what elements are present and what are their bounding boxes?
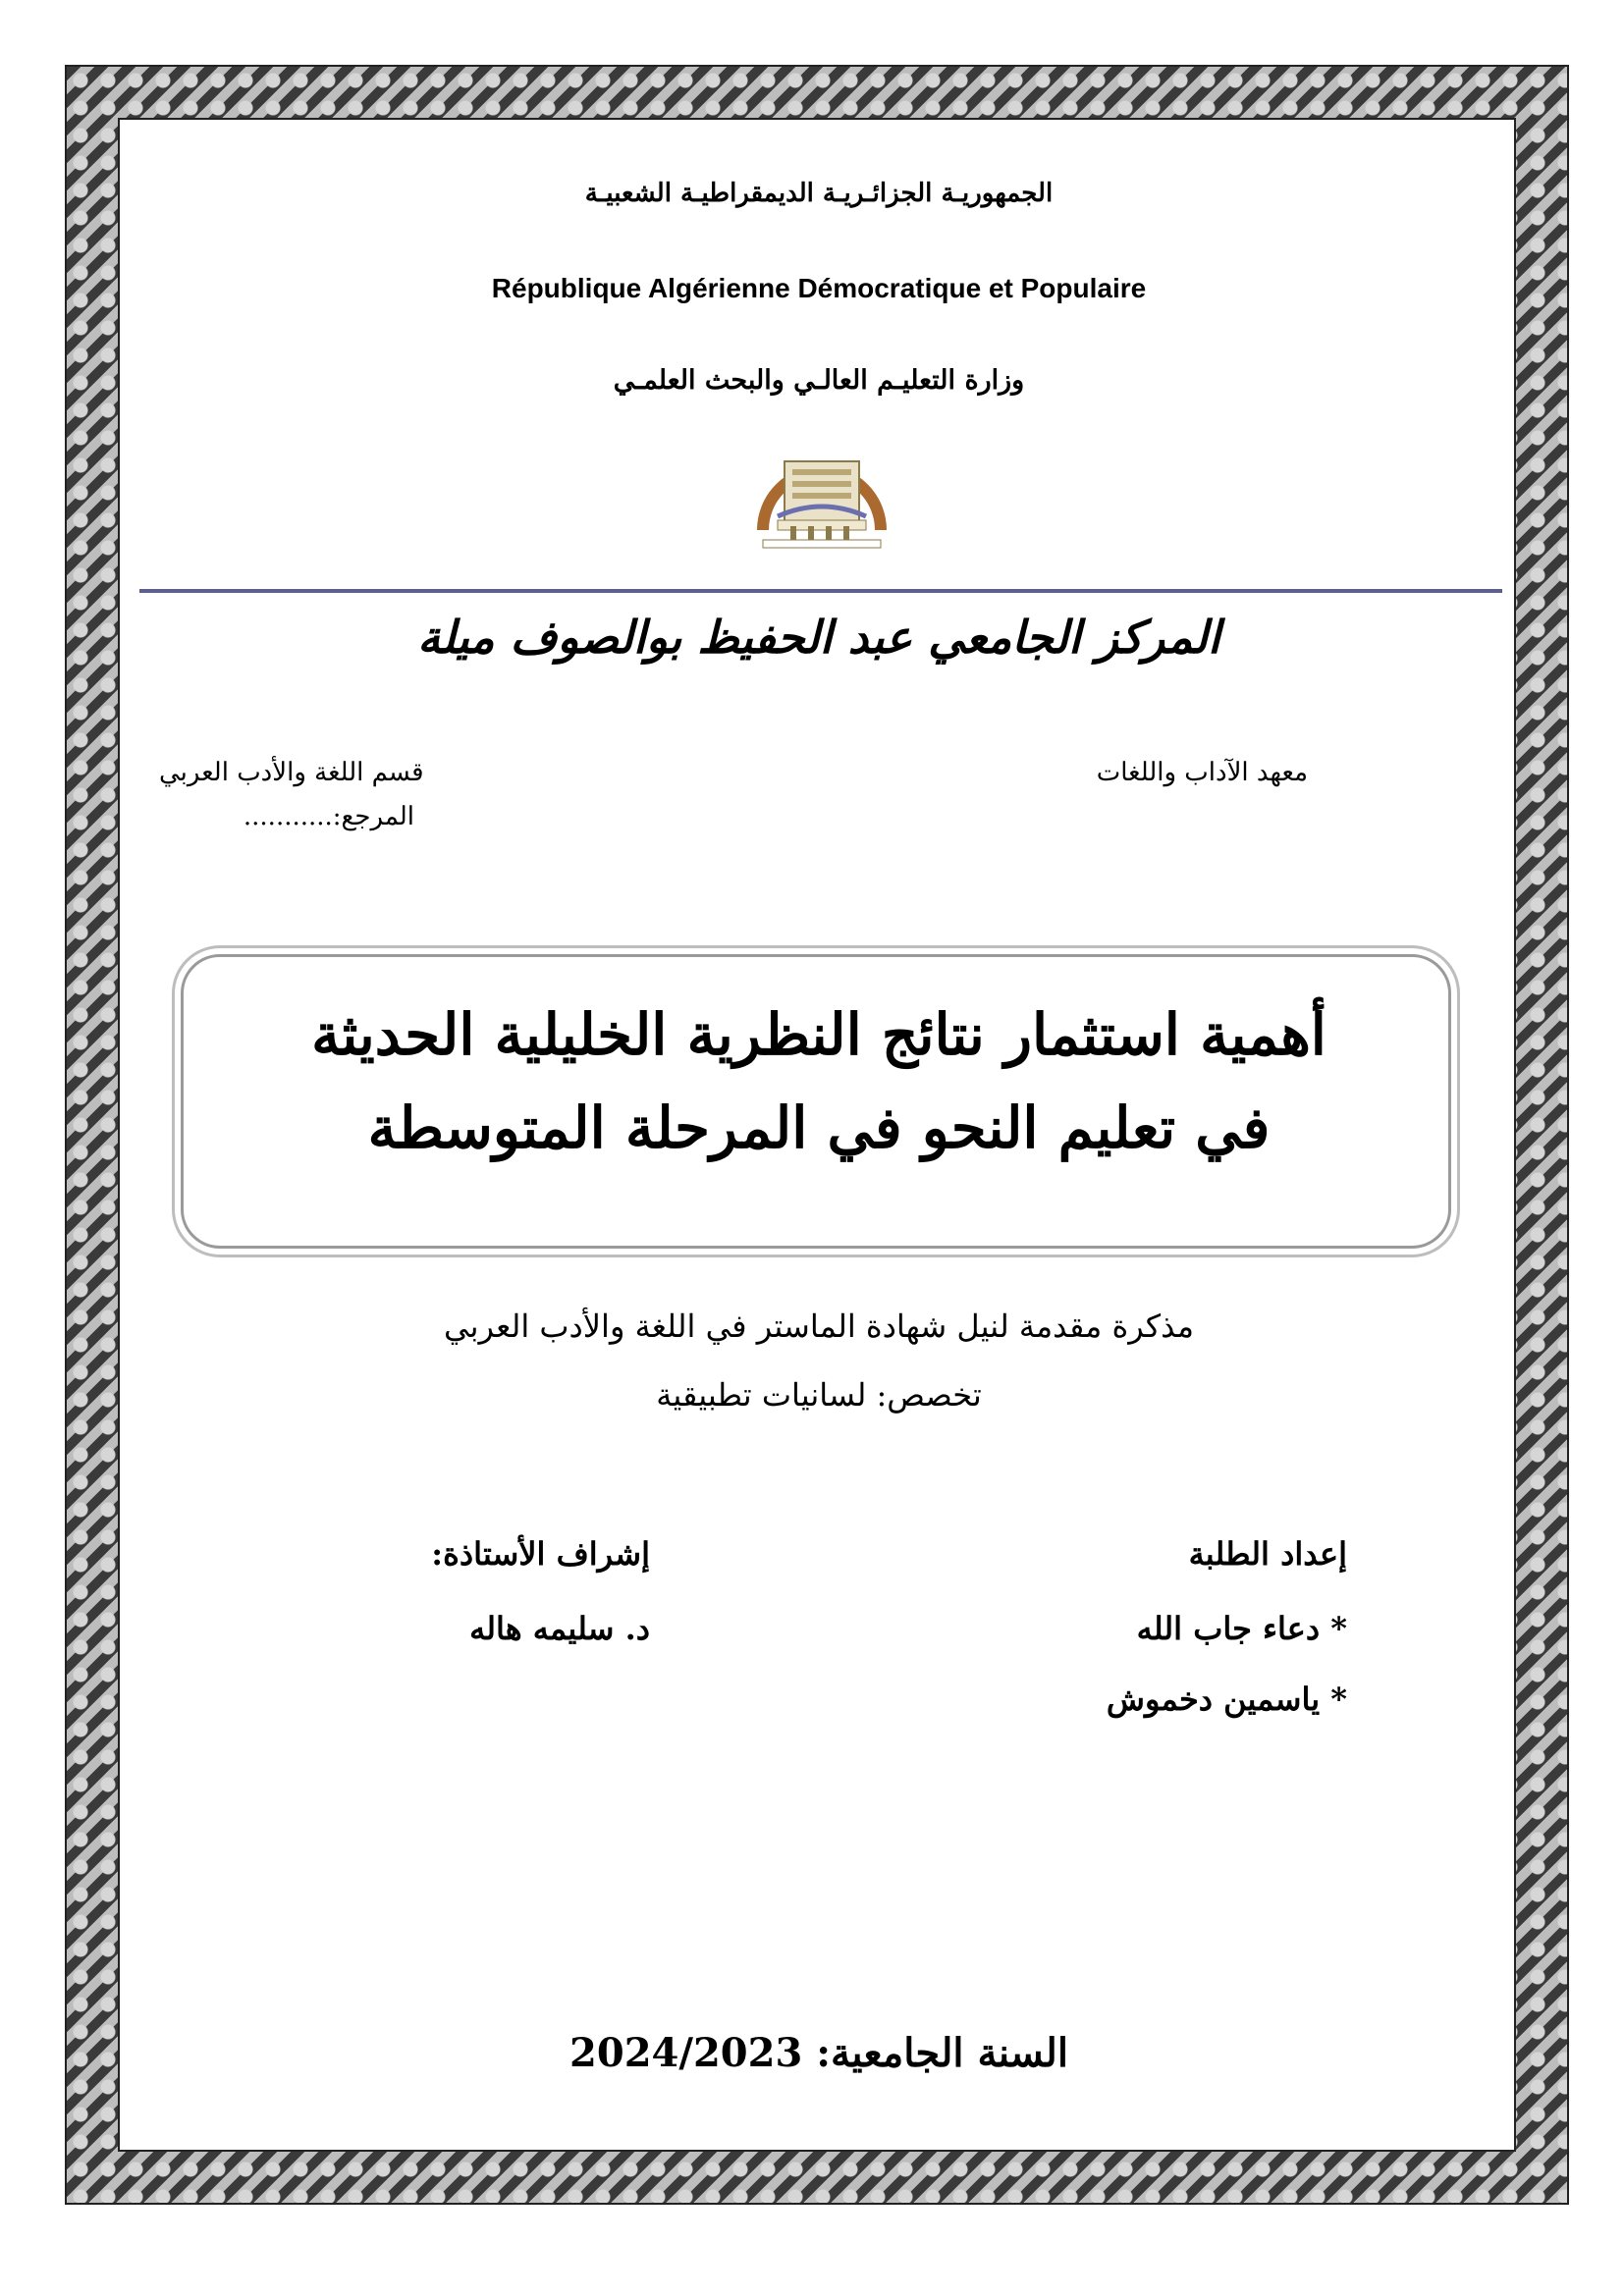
academic-year: السنة الجامعية: 2024/2023: [569, 2030, 1068, 2076]
prepared-by-label: إعداد الطلبة: [1188, 1535, 1347, 1573]
university-name: المركز الجامعي عبد الحفيظ بوالصوف ميلة: [417, 611, 1220, 664]
republic-french: République Algérienne Démocratique et Populaire: [491, 273, 1147, 303]
memo-description: مذكرة مقدمة لنيل شهادة الماستر في اللغة والأدب العربي: [443, 1308, 1195, 1345]
university-building-logo: [724, 432, 920, 550]
thesis-title-line2: في تعليم النحو في المرحلة المتوسطة: [367, 1095, 1271, 1161]
header-divider: [139, 589, 1502, 593]
department-name: قسم اللغة والأدب العربي: [159, 758, 424, 787]
specialty: تخصص: لسانيات تطبيقية: [656, 1376, 982, 1414]
ministry-name: وزارة التعليـم العالـي والبحث العلمـي: [613, 365, 1025, 396]
republic-arabic: الجمهوريـة الجزائـريـة الديمقراطيـة الشعبيـة: [584, 179, 1054, 208]
student-name: * دعاء جاب الله: [1136, 1610, 1347, 1647]
supervisor-label: إشراف الأستاذة:: [431, 1535, 650, 1573]
thesis-title-box: [181, 954, 1451, 1249]
thesis-title-line1: أهمية استثمار نتائج النظرية الخليلية الحديثة: [311, 1001, 1326, 1068]
institute-name: معهد الآداب واللغات: [1096, 758, 1308, 787]
cover-page: [118, 118, 1516, 2152]
student-name: * ياسمين دخموش: [1106, 1681, 1347, 1718]
supervisor-name: د. سليمه هاله: [469, 1610, 650, 1647]
reference-field: المرجع:...........: [243, 802, 414, 831]
